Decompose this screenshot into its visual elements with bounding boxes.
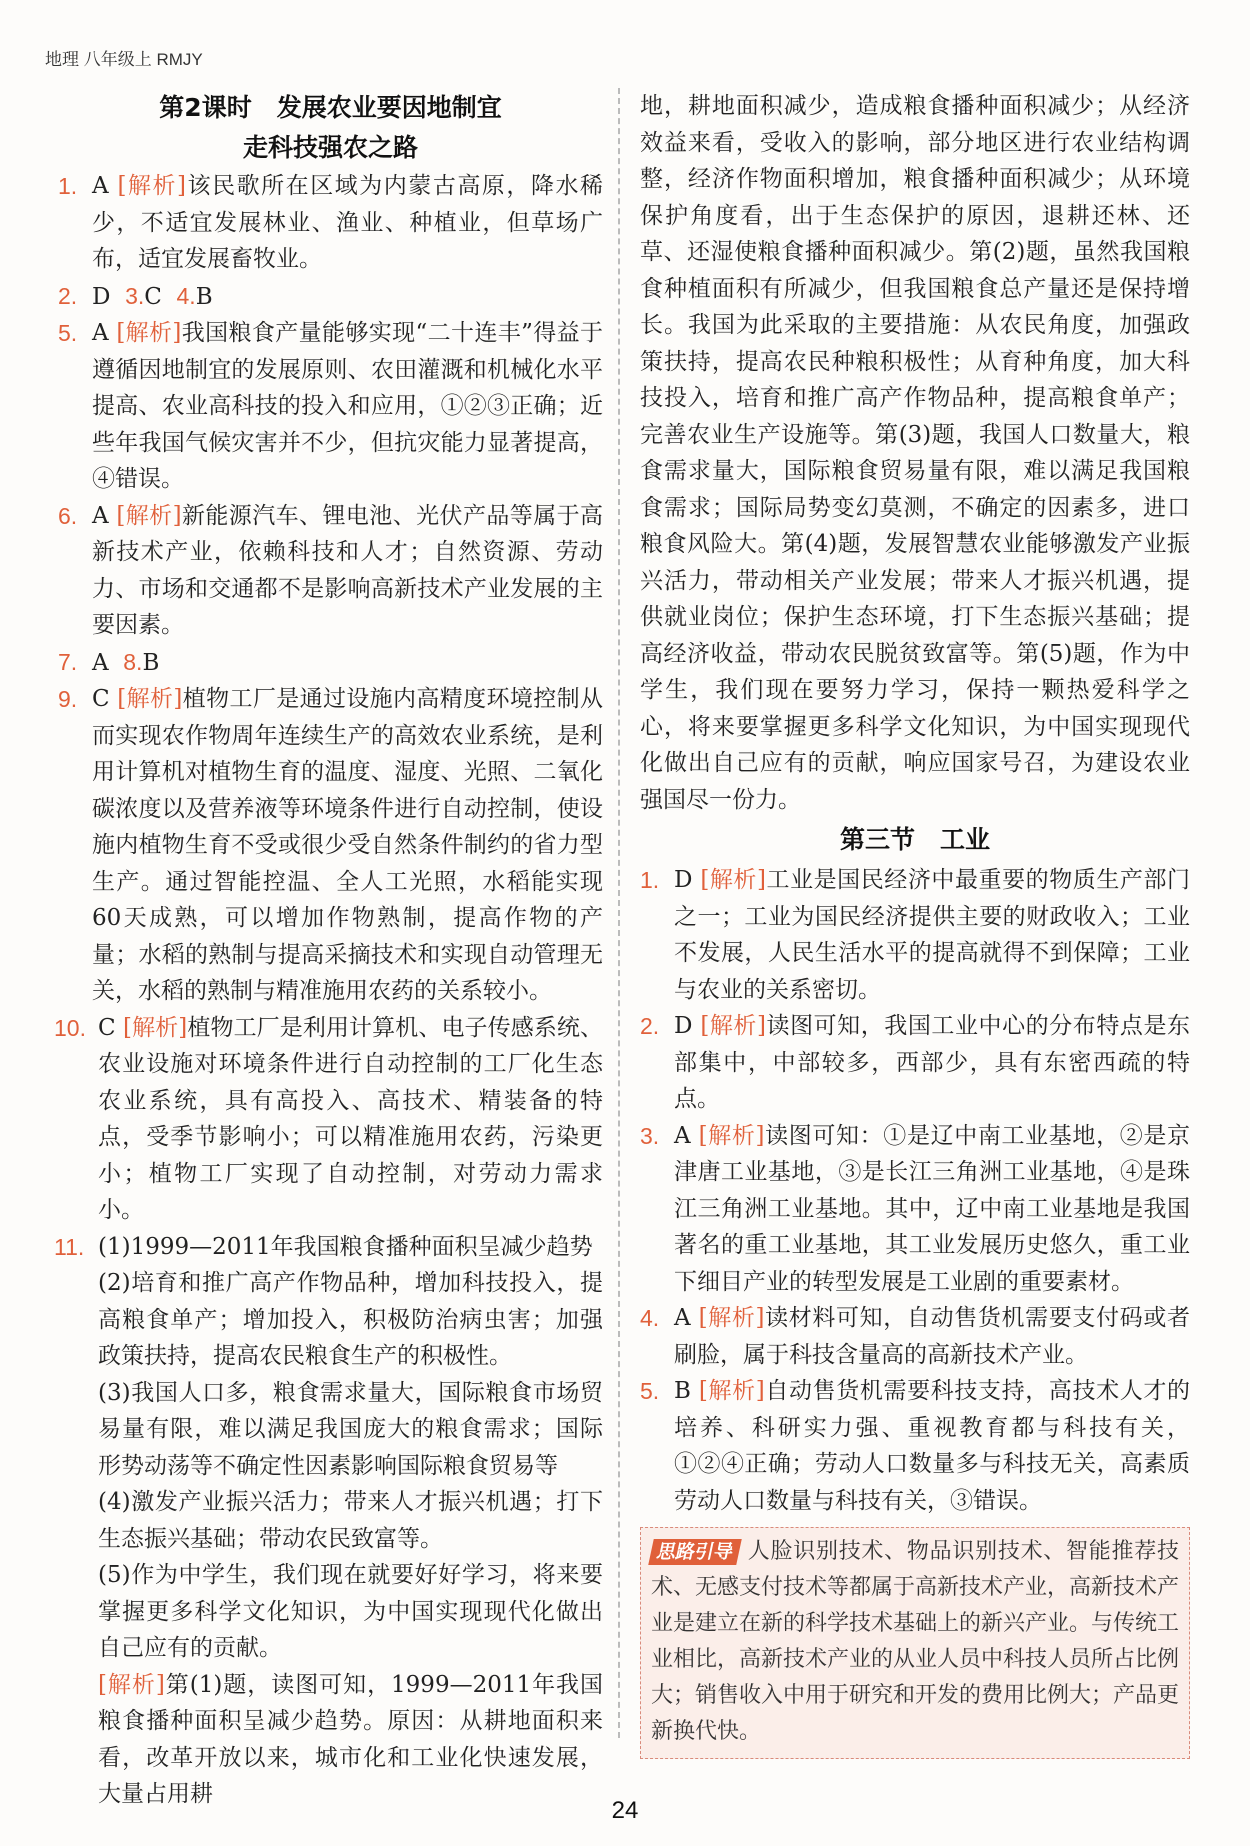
sub-answer-4: (4)激发产业振兴活力；带来人才振兴机遇；打下生态振兴基础；带动农民致富等。 [98,1489,603,1552]
item-number: 10. [54,1014,86,1041]
analysis-tag: [解析] [123,1014,188,1041]
answer-item-5 [58,315,603,498]
item-number: 3. [125,282,145,309]
item-analysis: 读图可知：①是辽中南工业基地，②是京津唐工业基地，③是长江三角洲工业基地，④是珠江三角洲工业基地。其中，辽中南工业基地是我国著名的重工业基地，其工业发展历史悠久，重工业下细目产业的转型发展是工业剧的重要素材。 [674,1122,1190,1295]
answer-item-6 [58,498,603,644]
item-number: 4. [176,282,196,309]
analysis-tag: [解析] [116,320,182,346]
item-analysis: 我国粮食产量能够实现“二十连丰”得益于遵循因地制宜的发展原则、农田灌溉和机械化水平提高、农业高科技的投入和应用，①②③正确；近些年我国气候灾害并不少，但抗灾能力显著提高，④错误。 [92,320,603,492]
analysis-tag: [解析] [98,1671,165,1698]
sub-answer-5: (5)作为中学生，我们现在就要好好学习，将来要掌握更多科学文化知识，为中国实现现代化做出自己应有的贡献。 [98,1562,603,1661]
answer-item-9 [58,681,603,1010]
answer-item-7-8 [58,644,603,682]
left-column [54,88,604,1813]
item-number: 7. [58,648,78,675]
item-number: 3. [640,1122,660,1149]
item-answer: A [674,1305,691,1331]
lesson-title-line1: 第2课时 发展农业要因地制宜 [159,93,502,122]
analysis-tag: [解析] [116,502,182,529]
item-number: 9. [58,686,78,712]
q11-analysis [98,1667,603,1813]
item-number: 2. [58,282,78,309]
item-analysis: 读材料可知，自动售货机需要支付码或者刷脸，属于科技含量高的高新技术产业。 [674,1305,1190,1368]
item-answer: A [674,1122,691,1149]
item-number: 11. [54,1233,85,1260]
item-answer: B [195,283,213,310]
answer-item-r2 [640,1008,1190,1118]
item-answer: D [674,867,693,893]
analysis-tag: [解析] [698,1378,765,1404]
sub-answer-1: (1)1999—2011年我国粮食播种面积呈减少趋势 [98,1233,593,1260]
answer-item-11 [54,1229,603,1813]
item-answer: A [92,502,109,529]
page-header: 地理 八年级上 RMJY [45,50,203,69]
item-analysis: 该民歌所在区域为内蒙古高原，降水稀少，不适宜发展林业、渔业、种植业，但草场广布，适宜发展畜牧业。 [92,173,604,272]
item-answer: A [92,173,109,199]
item-answer: C [98,1014,116,1041]
item-answer: A [92,649,109,676]
answer-item-r4 [640,1300,1190,1373]
item-answer: C [92,686,110,712]
item-answer: B [674,1378,691,1404]
sub-answer-2: (2)培育和推广高产作物品种，增加科技投入，提高粮食单产；增加投入，积极防治病虫害；加强政策扶持，提高农民粮食生产的积极性。 [98,1270,603,1369]
item-number: 5. [58,320,78,346]
analysis-tag: [解析] [698,1305,765,1331]
thinking-guide-text: 人脸识别技术、物品识别技术、智能推荐技术、无感支付技术等都属于高新技术产业，高新技术产业是建立在新的科学技术基础上的新兴产业。与传统工业相比，高新技术产业的从业人员中科技人员所占比例大；销售收入中用于研究和开发的费用比例大；产品更新换代快。 [651,1539,1180,1744]
item-number: 4. [640,1305,660,1331]
analysis-text: 第(1)题，读图可知，1999—2011年我国粮食播种面积呈减少趋势。原因：从耕地面积来看，改革开放以来，城市化和工业化快速发展，大量占用耕 [98,1671,603,1807]
item-number: 6. [58,502,78,529]
analysis-tag: [解析] [117,173,187,199]
answer-item-10 [54,1010,604,1229]
item-answer: D [674,1013,693,1039]
item-analysis: 植物工厂是利用计算机、电子传感系统、农业设施对环境条件进行自动控制的工厂化生态农业系统，具有高投入、高技术、精装备的特点，受季节影响小；可以精准施用农药，污染更小；植物工厂实现了自动控制，对劳动力需求小。 [98,1014,604,1223]
lesson-title-line2: 走科技强农之路 [242,133,418,162]
thinking-guide-label: 思路引导 [648,1539,742,1565]
answer-item-r5 [640,1373,1190,1519]
analysis-tag: [解析] [698,1122,765,1149]
answer-item-1 [58,168,603,278]
q11-analysis-continued: 地，耕地面积减少，造成粮食播种面积减少；从经济效益来看，受收入的影响，部分地区进行农业结构调整，经济作物面积增加，粮食播种面积减少；从环境保护角度看，出于生态保护的原因，退耕还林、还草、还湿使粮食播种面积减少。第(2)题，虽然我国粮食种植面积有所减少，但我国粮食总产量还是保持增长。我国为此采取的主要措施：从农民角度，加强政策扶持，提高农民种粮积极性；从育种角度，加大科技投入，培育和推广高产作物品种，提高粮食单产；完善农业生产设施等。第(3)题，我国人口数量大，粮食需求量大，国际粮食贸易量有限，难以满足我国粮食需求；国际局势变幻莫测，不确定的因素多，进口粮食风险大。第(4)题，发展智慧农业能够激发产业振兴活力，带动相关产业发展；带来人才振兴机遇，提供就业岗位；保护生态环境，打下生态振兴基础；提高经济收益，带动农民脱贫致富等。第(5)题，作为中学生，我们现在要努力学习，保持一颗热爱科学之心，将来要掌握更多科学文化知识，为中国实现现代化做出自己应有的贡献，响应国家号召，为建设农业强国尽一份力。 [640,93,1190,813]
analysis-tag: [解析] [117,686,183,712]
item-answer: A [92,320,109,346]
item-analysis: 工业是国民经济中最重要的物质生产部门之一；工业为国民经济提供主要的财政收入；工业不发展，人民生活水平的提高就得不到保障；工业与农业的关系密切。 [674,867,1191,1003]
sub-answer-3: (3)我国人口多，粮食需求量大，国际粮食市场贸易量有限，难以满足我国庞大的粮食需求；国际形势动荡等不确定性因素影响国际粮食贸易等 [98,1379,603,1479]
answer-item-2-4 [58,278,603,316]
column-divider [618,88,620,1738]
item-number: 1. [58,173,78,199]
analysis-tag: [解析] [700,1013,766,1039]
section-title: 第三节 工业 [839,825,990,854]
item-number: 2. [640,1013,660,1039]
answer-item-r3 [640,1118,1190,1301]
right-column [640,88,1190,1759]
page-number: 24 [611,1797,639,1824]
item-answer: D [92,283,111,310]
item-analysis: 自动售货机需要科技支持，高技术人才的培养、科研实力强、重视教育都与科技有关，①②④正确；劳动人口数量多与科技无关，高素质劳动人口数量与科技有关，③错误。 [674,1378,1191,1514]
item-analysis: 读图可知，我国工业中心的分布特点是东部集中，中部较多，西部少，具有东密西疏的特点。 [674,1013,1191,1112]
item-number: 5. [640,1378,660,1404]
item-analysis: 新能源汽车、锂电池、光伏产品等属于高新技术产业，依赖科技和人才；自然资源、劳动力、市场和交通都不是影响高新技术产业发展的主要因素。 [92,502,604,638]
analysis-tag: [解析] [700,867,766,893]
item-analysis: 植物工厂是通过设施内高精度环境控制从而实现农作物周年连续生产的高效农业系统，是利用计算机对植物生育的温度、湿度、光照、二氧化碳浓度以及营养液等环境条件进行自动控制，使设施内植物生育不受或很少受自然条件制约的省力型生产。通过智能控温、全人工光照，水稻能实现60天成熟，可以增加作物熟制，提高作物的产量；水稻的熟制与提高采摘技术和实现自动管理无关，水稻的熟制与精准施用农药的关系较小。 [92,686,604,1004]
answer-item-r1 [640,862,1190,1008]
item-answer: B [142,649,160,676]
item-number: 1. [640,867,660,893]
item-number: 8. [123,648,143,675]
thinking-guide-box [640,1527,1190,1759]
item-answer: C [144,283,162,310]
